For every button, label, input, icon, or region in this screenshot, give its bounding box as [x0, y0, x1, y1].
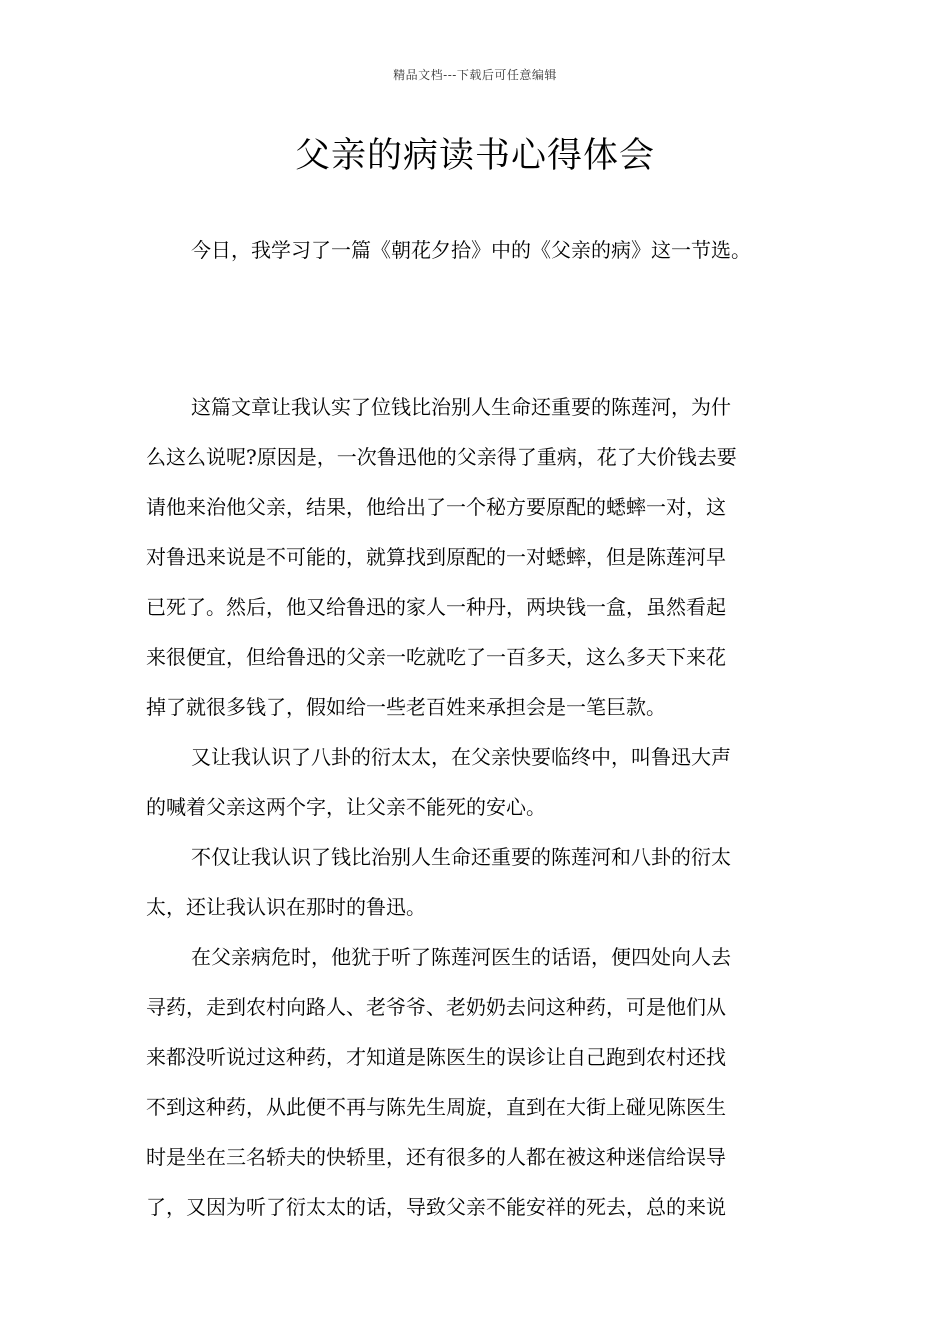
paragraph-line: 来很便宜，但给鲁迅的父亲一吃就吃了一百多天，这么多天下来花 — [146, 645, 726, 669]
paragraph — [146, 382, 806, 732]
paragraph-line: 来都没听说过这种药，才知道是陈医生的误诊让自己跑到农村还找 — [146, 1045, 726, 1069]
paragraph-line: 请他来治他父亲，结果，他给出了一个秘方要原配的蟋蟀一对，这 — [146, 495, 726, 519]
paragraph-line: 已死了。然后，他又给鲁迅的家人一种丹，两块钱一盒，虽然看起 — [146, 595, 726, 619]
paragraph-line: 时是坐在三名轿夫的快轿里，还有很多的人都在被这种迷信给误导 — [146, 1145, 726, 1169]
paragraph — [146, 732, 806, 832]
paragraph-line: 不到这种药，从此便不再与陈先生周旋，直到在大街上碰见陈医生 — [146, 1095, 726, 1119]
document-body — [146, 382, 806, 1232]
document-title: 父亲的病读书心得体会 — [294, 136, 655, 176]
paragraph-line: 不仅让我认识了钱比治别人生命还重要的陈莲河和八卦的衍太 — [191, 845, 731, 869]
paragraph-line: 么这么说呢?原因是，一次鲁迅他的父亲得了重病，花了大价钱去要 — [146, 445, 737, 469]
paragraph-line: 掉了就很多钱了，假如给一些老百姓来承担会是一笔巨款。 — [146, 695, 666, 719]
paragraph — [146, 932, 806, 1232]
header-note: 精品文档---下载后可任意编辑 — [393, 68, 557, 82]
intro-paragraph: 今日，我学习了一篇《朝花夕拾》中的《父亲的病》这一节选。 — [191, 238, 751, 262]
paragraph-line: 在父亲病危时，他犹于听了陈莲河医生的话语，便四处向人去 — [191, 945, 731, 969]
paragraph-line: 对鲁迅来说是不可能的，就算找到原配的一对蟋蟀，但是陈莲河早 — [146, 545, 726, 569]
paragraph-line: 太，还让我认识在那时的鲁迅。 — [146, 895, 426, 919]
paragraph-line: 这篇文章让我认实了位钱比治别人生命还重要的陈莲河，为什 — [191, 395, 731, 419]
paragraph-line: 寻药，走到农村向路人、老爷爷、老奶奶去问这种药，可是他们从 — [146, 995, 726, 1019]
paragraph-line: 了，又因为听了衍太太的话，导致父亲不能安祥的死去，总的来说 — [146, 1195, 726, 1219]
paragraph-line: 的喊着父亲这两个字，让父亲不能死的安心。 — [146, 795, 546, 819]
paragraph — [146, 832, 806, 932]
paragraph-line: 又让我认识了八卦的衍太太，在父亲快要临终中，叫鲁迅大声 — [191, 745, 731, 769]
